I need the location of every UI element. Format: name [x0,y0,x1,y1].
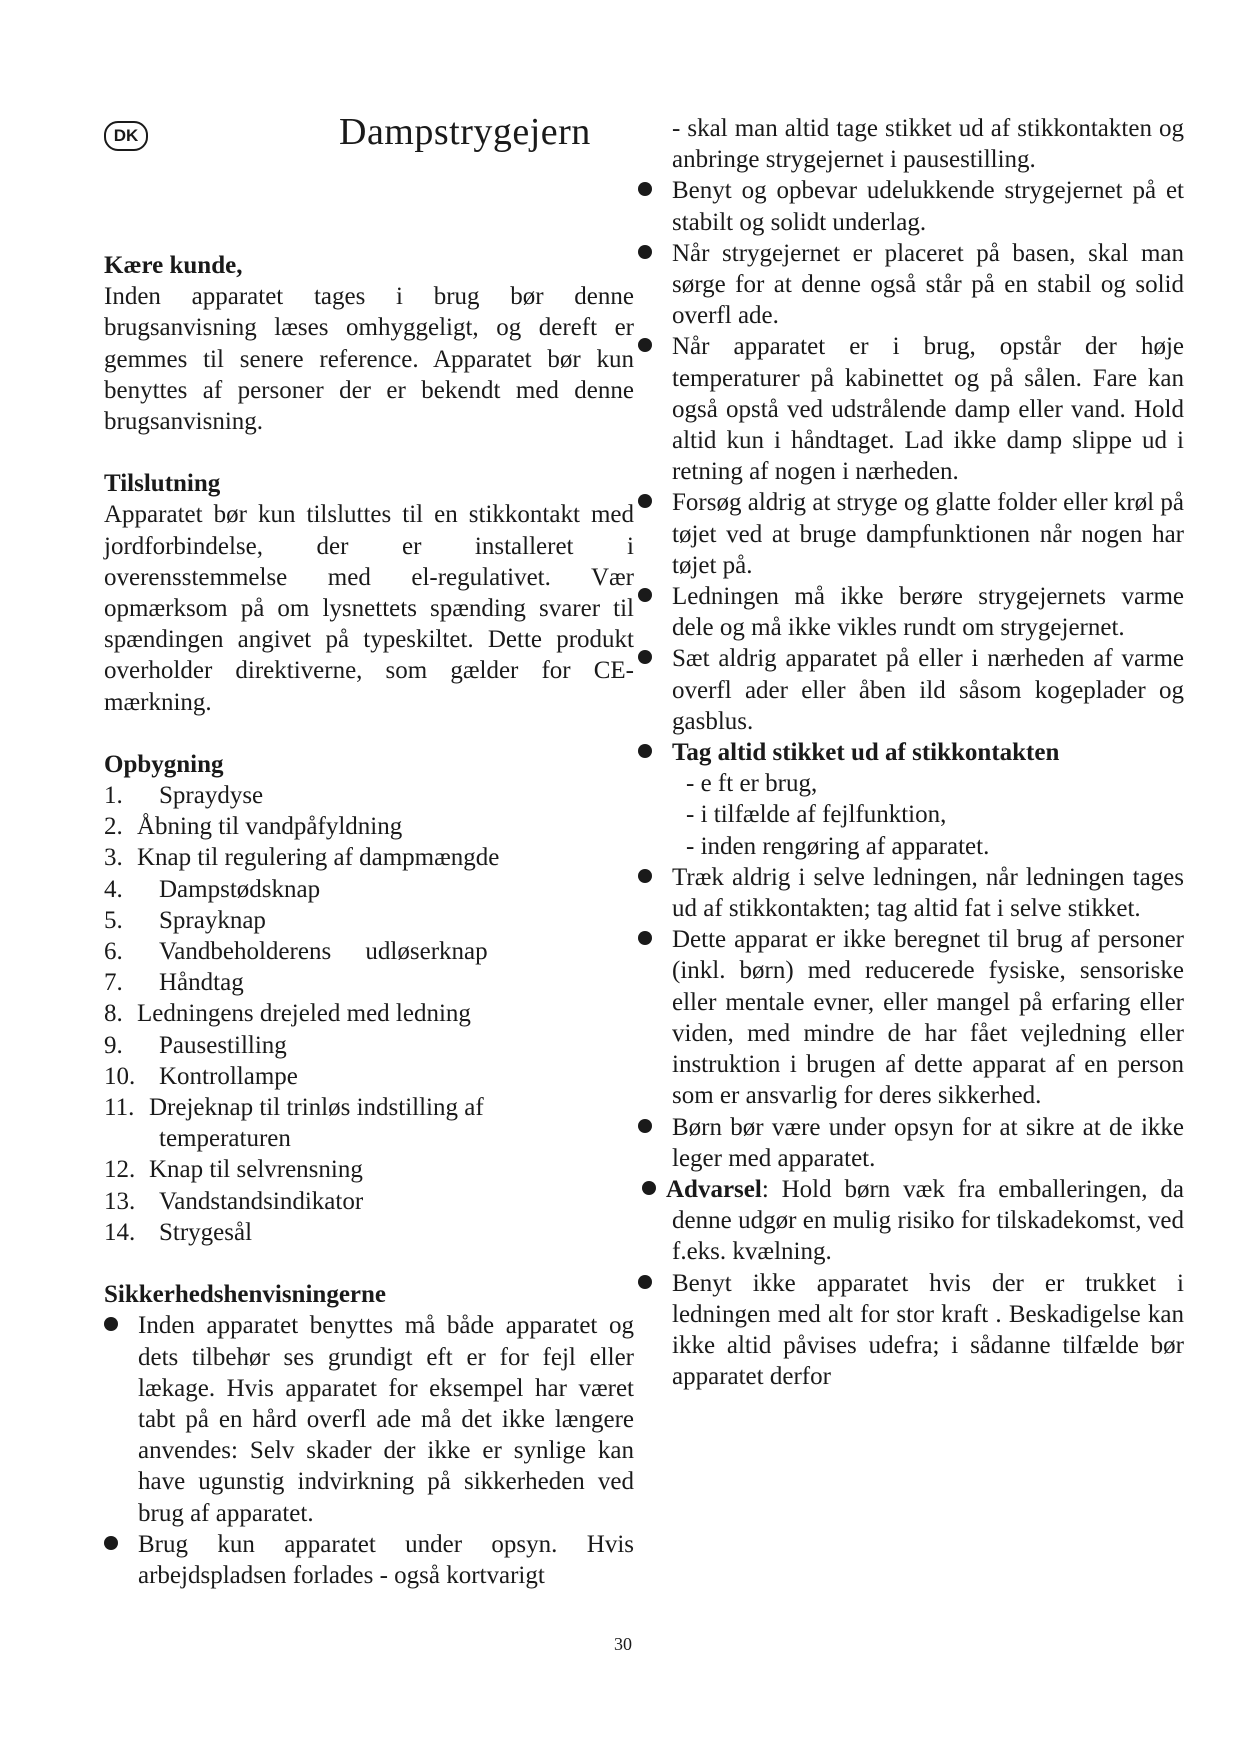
bullet-item: Træk aldrig i selve ledningen, når ledningen tages ud af stikkontakten; tag altid fat i selve stikket. [672,862,1184,924]
list-item: 5. Sprayknap [104,906,266,934]
bullet-icon [638,1275,652,1289]
safety-section [104,1279,634,1591]
warning-label: Advarsel [666,1175,762,1203]
right-column [666,113,1184,1392]
safety-heading: Sikkerhedshenvisningerne [104,1281,387,1309]
unplug-subitem: - inden rengøring af apparatet. [686,832,990,860]
bullet-icon [638,338,652,352]
bullet-icon [638,588,652,602]
list-item: 4. Dampstødsknap [104,875,321,903]
bullet-item: Børn bør være under opsyn for at sikre at de ikke leger med apparatet. [672,1112,1184,1174]
bullet-icon [638,869,652,883]
unplug-subitem: - e ft er brug, [686,770,818,798]
bullet-item: Inden apparatet benyttes må både apparatet og dets tilbehør ses grundigt eft er for fejl eller lækage. Hvis apparatet for eksempel har været tabt på en hård overfl ade må det ikke længere anvendes: Selv skader der ikke er synlige kan have ugunstig indvirkning på sikkerheden ved brug af apparatet. [138,1310,634,1528]
bullet-icon [638,1119,652,1133]
list-item: 13. Vandstandsindikator [104,1187,364,1215]
list-item: 9. Pausestilling [104,1031,287,1059]
list-item: 6. Vandbeholderens udløserknap [104,938,488,966]
bullet-item: Brug kun apparatet under opsyn. Hvis arbejdspladsen forlades - også kortvarigt [138,1529,634,1591]
connection-heading: Tilslutning [104,470,221,498]
left-column [104,100,634,1591]
list-item: 12. Knap til selvrensning [104,1156,363,1184]
bullet-icon [642,1181,656,1195]
bullet-icon [638,744,652,758]
list-item: 10. Kontrollampe [104,1062,298,1090]
page-header [104,100,634,250]
bullet-item: Når strygejernet er placeret på basen, skal man sørge for at denne også står på en stabil og solid overfl ade. [672,238,1184,332]
bullet-icon [638,650,652,664]
construction-heading: Opbygning [104,750,224,778]
language-badge: DK [104,121,148,151]
bullet-icon [638,245,652,259]
bullet-item-unplug [672,737,1184,768]
list-item: 2. Åbning til vandpåfyldning [104,813,403,841]
bullet-item: Når apparatet er i brug, opstår der høje temperaturer på kabinettet og på sålen. Fare kan også opstå ved udstrålende damp eller vand. Hold altid kun i håndtaget. Lad ikke damp slippe ud i retning af nogen i nærheden. [672,331,1184,487]
list-item: 7. Håndtag [104,969,244,997]
safety-left-bullets [104,1310,634,1591]
bullet-item: Ledningen må ikke berøre strygejernets varme dele og må ikke vikles rundt om strygejernet. [672,581,1184,643]
bullet-icon [638,182,652,196]
bullet-icon [104,1317,118,1331]
page-title: Dampstrygejern [339,111,591,153]
bullet-item: Benyt ikke apparatet hvis der er trukket i ledningen med alt for stor kraft . Beskadigelse kan ikke altid påvises udefra; i sådanne tilfælde bør apparatet derfor [672,1268,1184,1393]
bullet-icon [638,931,652,945]
unplug-heading: Tag altid stikket ud af stikkontakten [672,739,1060,767]
list-item: 8. Ledningens drejeled med ledning [104,1000,471,1028]
intro-section [104,250,634,437]
bullet-item: Sæt aldrig apparatet på eller i nærheden af varme overfl ader eller åben ild såsom kogeplader og gasblus. [672,643,1184,737]
unplug-subitem: - i tilfælde af fejlfunktion, [686,801,947,829]
connection-section [104,468,634,718]
list-item: 1. Spraydyse [104,782,264,810]
intro-heading: Kære kunde, [104,252,243,279]
list-item: 11. Drejeknap til trinløs indstilling af [104,1094,484,1122]
intro-text: Inden apparatet tages i brug bør denne brugsanvisning læses omhyggeligt, og dereft er gemmes til senere reference. Apparatet bør kun benyttes af personer der er bekendt med denne brugsanvisning. [104,283,634,436]
list-item: 3. Knap til regulering af dampmængde [104,844,500,872]
bullet-item-warning: Advarsel: Hold børn væk fra emballeringen, da denne udgør en mulig risiko for tilskadekomst, ved f.eks. kvælning. [642,1174,1184,1268]
construction-section [104,749,634,1248]
bullet-item: Dette apparat er ikke beregnet til brug af personer (inkl. børn) med reducerede fysiske, sensoriske eller mentale evner, eller mangel på erfaring eller viden, med mindre de har fået vejledning eller instruktion i brugen af dette apparat af en person som er ansvarlig for deres sikkerhed. [672,924,1184,1111]
connection-text: Apparatet bør kun tilsluttes til en stikkontakt med jordforbindelse, der er installeret i overensstemmelse med el-regulativet. Vær opmærksom på om lysnettets spænding svarer til spændingen angivet på typeskiltet. Dette produkt overholder direktiverne, som gælder for CE-mærkning. [104,501,634,716]
bullet-item: Benyt og opbevar udelukkende strygejernet på et stabilt og solidt underlag. [672,175,1184,237]
page-number: 30 [614,1634,632,1654]
bullet-icon [104,1536,118,1550]
bullet-item: Forsøg aldrig at stryge og glatte folder eller krøl på tøjet ved at bruge dampfunktionen når nogen har tøjet på. [672,487,1184,581]
bullet-icon [638,494,652,508]
list-item-continuation: temperaturen [159,1125,291,1153]
safety-continuation: - skal man altid tage stikket ud af stikkontakten og anbringe strygejernet i pausestilling. [672,115,1184,174]
parts-list [104,780,634,1248]
list-item: 14. Strygesål [104,1218,253,1246]
